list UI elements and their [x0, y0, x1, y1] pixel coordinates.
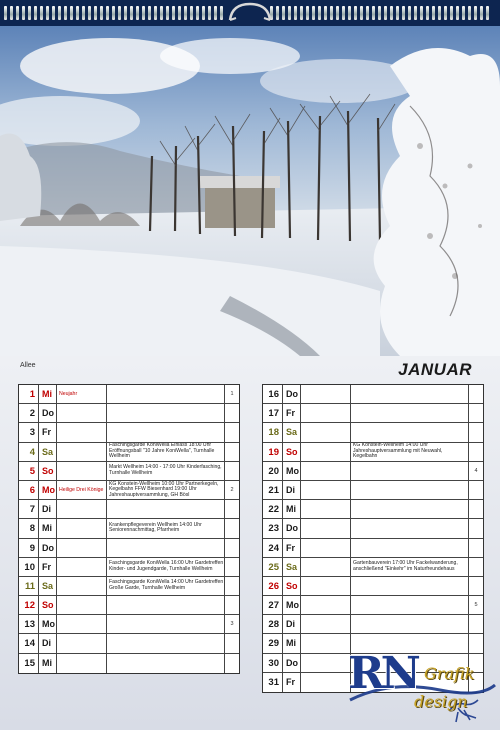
binding-wire	[184, 6, 187, 20]
day-holiday	[301, 423, 351, 441]
day-row	[19, 558, 239, 577]
day-weekday: Fr	[39, 558, 57, 576]
day-row	[19, 404, 239, 423]
day-weekday: Do	[39, 539, 57, 557]
binding-wire	[178, 6, 181, 20]
binding-wire	[214, 6, 217, 20]
day-event	[351, 500, 469, 518]
binding-wire	[94, 6, 97, 20]
week-number: 5	[474, 602, 478, 609]
binding-wire	[450, 6, 453, 20]
day-weekday: Mi	[39, 654, 57, 673]
day-weekday: So	[39, 462, 57, 480]
day-row	[19, 615, 239, 634]
binding-wires-right	[270, 6, 496, 20]
day-number: 31	[263, 673, 283, 692]
day-weekday: Do	[39, 404, 57, 422]
day-holiday	[301, 462, 351, 480]
day-number: 25	[263, 558, 283, 576]
photo-caption: Allee	[20, 362, 36, 369]
binding-wire	[166, 6, 169, 20]
binding-wire	[118, 6, 121, 20]
binding-wire	[312, 6, 315, 20]
day-number: 26	[263, 577, 283, 595]
week-number: 2	[230, 486, 234, 493]
binding-wire	[342, 6, 345, 20]
binding-wire	[468, 6, 471, 20]
week-number	[225, 404, 239, 422]
day-number: 27	[263, 596, 283, 614]
day-weekday: Mo	[39, 615, 57, 633]
week-number	[469, 404, 483, 422]
day-number: 22	[263, 500, 283, 518]
week-number	[225, 519, 239, 537]
binding-wire	[10, 6, 13, 20]
logo-script-top: Grafik	[424, 664, 475, 683]
binding-wire	[160, 6, 163, 20]
day-row	[263, 577, 483, 596]
binding-wire	[136, 6, 139, 20]
day-number: 11	[19, 577, 39, 595]
day-number: 9	[19, 539, 39, 557]
day-number: 17	[263, 404, 283, 422]
day-row	[19, 654, 239, 673]
day-holiday	[301, 443, 351, 461]
day-holiday	[57, 615, 107, 633]
binding-wire	[438, 6, 441, 20]
binding-wire	[154, 6, 157, 20]
binding-wire	[420, 6, 423, 20]
day-event	[351, 385, 469, 403]
calendar-column-left	[18, 384, 240, 674]
day-event	[107, 423, 225, 441]
binding-wire	[70, 6, 73, 20]
day-weekday: Sa	[283, 558, 301, 576]
binding-wire	[444, 6, 447, 20]
binding-wire	[22, 6, 25, 20]
binding-wire	[288, 6, 291, 20]
week-number	[225, 443, 239, 461]
day-event	[351, 615, 469, 633]
binding-wire	[100, 6, 103, 20]
day-number: 5	[19, 462, 39, 480]
day-event	[351, 577, 469, 595]
binding-wire	[64, 6, 67, 20]
binding-wire	[348, 6, 351, 20]
binding-wire	[106, 6, 109, 20]
day-holiday	[301, 404, 351, 422]
day-row	[19, 481, 239, 500]
day-event	[107, 654, 225, 673]
day-row	[263, 596, 483, 615]
day-holiday	[57, 654, 107, 673]
binding-wire	[336, 6, 339, 20]
day-event	[107, 615, 225, 633]
day-weekday: Fr	[283, 539, 301, 557]
binding-wire	[142, 6, 145, 20]
binding-wire	[220, 6, 223, 20]
day-row	[263, 443, 483, 462]
day-holiday	[301, 615, 351, 633]
day-event: Gartenbauverein 17:00 Uhr Fackelwanderung, anschließend "Einkehr" im Naturfreundehaus	[351, 558, 469, 576]
day-number: 6	[19, 481, 39, 499]
week-number	[469, 443, 483, 461]
week-number	[225, 634, 239, 652]
day-number: 8	[19, 519, 39, 537]
day-number: 24	[263, 539, 283, 557]
day-number: 16	[263, 385, 283, 403]
day-holiday	[57, 539, 107, 557]
binding-wire	[390, 6, 393, 20]
day-event	[351, 404, 469, 422]
winter-landscape-photo	[0, 26, 500, 356]
day-holiday	[57, 634, 107, 652]
day-row	[19, 596, 239, 615]
binding-wire	[196, 6, 199, 20]
day-row	[263, 615, 483, 634]
day-number: 14	[19, 634, 39, 652]
day-weekday: Do	[283, 385, 301, 403]
day-weekday: Mi	[283, 500, 301, 518]
day-row	[19, 443, 239, 462]
binding-wire	[396, 6, 399, 20]
week-number: 3	[230, 621, 234, 628]
binding-wire	[148, 6, 151, 20]
week-number	[225, 423, 239, 441]
day-weekday: So	[283, 577, 301, 595]
day-row	[263, 385, 483, 404]
day-holiday	[57, 423, 107, 441]
binding-wire	[34, 6, 37, 20]
binding-wire	[40, 6, 43, 20]
day-event	[351, 519, 469, 537]
day-event: KG Konstein-Wellheim 10:00 Uhr Partnerkegeln, Kegelbahn FFW Biesenhard 19:00 Uhr Jahreshauptversammlung, GH Bösl	[107, 481, 225, 499]
day-weekday: Fr	[39, 423, 57, 441]
binding-wire	[124, 6, 127, 20]
day-row	[263, 519, 483, 538]
binding-wire	[208, 6, 211, 20]
day-row	[19, 462, 239, 481]
binding-wire	[306, 6, 309, 20]
day-event: Markt Wellheim 14:00 - 17:00 Uhr Kinderfasching, Turnhalle Wellheim	[107, 462, 225, 480]
day-number: 28	[263, 615, 283, 633]
week-number	[469, 385, 483, 403]
day-number: 15	[19, 654, 39, 673]
day-event: Faschingsgarde KoniWella 14:00 Uhr Gardetreffen Große Garde, Turnhalle Wellheim	[107, 577, 225, 595]
day-row	[19, 539, 239, 558]
binding-wire	[318, 6, 321, 20]
binding-wire	[276, 6, 279, 20]
binding-wire	[372, 6, 375, 20]
week-number: 1	[230, 391, 234, 397]
day-weekday: Mi	[39, 385, 57, 403]
day-holiday	[57, 577, 107, 595]
week-number	[225, 596, 239, 614]
binding-wire	[456, 6, 459, 20]
day-weekday: Sa	[283, 423, 301, 441]
day-holiday	[57, 500, 107, 518]
binding-wire	[202, 6, 205, 20]
day-weekday: So	[39, 596, 57, 614]
binding-wire	[294, 6, 297, 20]
day-event	[107, 539, 225, 557]
binding-wire	[408, 6, 411, 20]
binding-wire	[46, 6, 49, 20]
binding-wire	[426, 6, 429, 20]
day-holiday	[57, 596, 107, 614]
day-number: 19	[263, 443, 283, 461]
day-weekday: Mo	[283, 596, 301, 614]
day-event	[351, 596, 469, 614]
day-holiday	[301, 577, 351, 595]
binding-wire	[462, 6, 465, 20]
day-holiday	[57, 404, 107, 422]
day-weekday: Mi	[283, 634, 301, 652]
week-number	[469, 481, 483, 499]
binding-wire	[402, 6, 405, 20]
day-weekday: Di	[39, 634, 57, 652]
day-number: 2	[19, 404, 39, 422]
day-event	[107, 500, 225, 518]
week-number	[469, 558, 483, 576]
day-weekday: Sa	[39, 577, 57, 595]
day-event	[351, 481, 469, 499]
binding-wire	[58, 6, 61, 20]
binding-wire	[52, 6, 55, 20]
day-weekday: Mo	[283, 462, 301, 480]
week-number	[469, 539, 483, 557]
binding-wire	[190, 6, 193, 20]
day-number: 1	[19, 385, 39, 403]
day-number: 3	[19, 423, 39, 441]
binding-wire	[480, 6, 483, 20]
day-holiday	[57, 519, 107, 537]
day-event: Faschingsgarde KoniWella Einlass 18:00 Uhr Eröffnungsball "10 Jahre KoniWella", Turnhalle Wellheim	[107, 443, 225, 461]
day-weekday: Do	[283, 654, 301, 672]
month-title: JANUAR	[398, 360, 472, 379]
day-holiday	[57, 558, 107, 576]
day-event: Faschingsgarde KoniWella 16:00 Uhr Gardetreffen Kinder- und Jugendgarde, Turnhalle Wellheim	[107, 558, 225, 576]
day-event	[351, 462, 469, 480]
day-row	[263, 481, 483, 500]
day-weekday: Mi	[39, 519, 57, 537]
day-row	[263, 500, 483, 519]
day-weekday: Mo	[39, 481, 57, 499]
day-number: 12	[19, 596, 39, 614]
day-event: KG Konstein-Wellheim 14:00 Uhr Jahreshauptversammlung mit Neuwahl, Kegelbahn	[351, 443, 469, 461]
day-holiday	[57, 462, 107, 480]
day-weekday: Sa	[39, 443, 57, 461]
day-number: 21	[263, 481, 283, 499]
day-event	[351, 539, 469, 557]
binding-wire	[112, 6, 115, 20]
day-holiday	[301, 539, 351, 557]
day-row	[19, 423, 239, 442]
day-number: 29	[263, 634, 283, 652]
day-row	[19, 385, 239, 404]
day-weekday: Di	[39, 500, 57, 518]
week-number	[225, 558, 239, 576]
binding-wire	[486, 6, 489, 20]
day-holiday	[301, 385, 351, 403]
day-holiday: Heilige Drei Könige	[57, 481, 107, 499]
day-row	[19, 519, 239, 538]
day-row	[263, 558, 483, 577]
day-holiday	[57, 443, 107, 461]
day-event	[107, 634, 225, 652]
day-number: 13	[19, 615, 39, 633]
day-holiday	[301, 500, 351, 518]
day-number: 18	[263, 423, 283, 441]
day-holiday	[301, 519, 351, 537]
day-row	[263, 539, 483, 558]
logo-letters: RN	[348, 648, 417, 699]
day-weekday: Di	[283, 481, 301, 499]
week-number	[225, 539, 239, 557]
binding-wire	[432, 6, 435, 20]
day-event: Krankenpflegeverein Wellheim 14:00 Uhr Seniorennachmittag, Pfarrheim	[107, 519, 225, 537]
binding-wire	[474, 6, 477, 20]
day-number: 20	[263, 462, 283, 480]
binding-wire	[282, 6, 285, 20]
day-row	[19, 500, 239, 519]
day-number: 7	[19, 500, 39, 518]
binding-wire	[4, 6, 7, 20]
binding-wire	[354, 6, 357, 20]
day-event	[107, 385, 225, 403]
binding-wire	[384, 6, 387, 20]
binding-wire	[324, 6, 327, 20]
day-event	[107, 596, 225, 614]
day-row	[19, 577, 239, 596]
week-number	[225, 462, 239, 480]
day-weekday: Fr	[283, 673, 301, 692]
day-holiday	[301, 481, 351, 499]
binding-wire	[130, 6, 133, 20]
day-row	[19, 634, 239, 653]
day-holiday: Neujahr	[57, 385, 107, 403]
binding-wire	[16, 6, 19, 20]
day-number: 23	[263, 519, 283, 537]
day-event	[351, 423, 469, 441]
logo-script-bottom: design	[414, 692, 468, 711]
day-weekday: Fr	[283, 404, 301, 422]
binding-wire	[82, 6, 85, 20]
day-weekday: So	[283, 443, 301, 461]
binding-wire	[28, 6, 31, 20]
week-number	[469, 423, 483, 441]
binding-wire	[360, 6, 363, 20]
binding-wire	[172, 6, 175, 20]
week-number	[469, 519, 483, 537]
week-number	[225, 500, 239, 518]
day-weekday: Do	[283, 519, 301, 537]
day-holiday	[301, 558, 351, 576]
week-number	[469, 615, 483, 633]
day-weekday: Di	[283, 615, 301, 633]
binding-wire	[330, 6, 333, 20]
week-number: 4	[474, 467, 478, 474]
binding-wire	[76, 6, 79, 20]
day-number: 4	[19, 443, 39, 461]
week-number	[469, 577, 483, 595]
day-number: 30	[263, 654, 283, 672]
binding-wire	[366, 6, 369, 20]
binding-wire	[88, 6, 91, 20]
day-event	[107, 404, 225, 422]
day-row	[263, 404, 483, 423]
binding-wire	[300, 6, 303, 20]
week-number	[225, 654, 239, 673]
week-number	[469, 500, 483, 518]
day-number: 10	[19, 558, 39, 576]
binding-wire	[414, 6, 417, 20]
week-number	[225, 577, 239, 595]
binding-wires-left	[4, 6, 232, 20]
day-holiday	[301, 596, 351, 614]
binding-wire	[378, 6, 381, 20]
day-row	[263, 462, 483, 481]
day-row	[263, 423, 483, 442]
